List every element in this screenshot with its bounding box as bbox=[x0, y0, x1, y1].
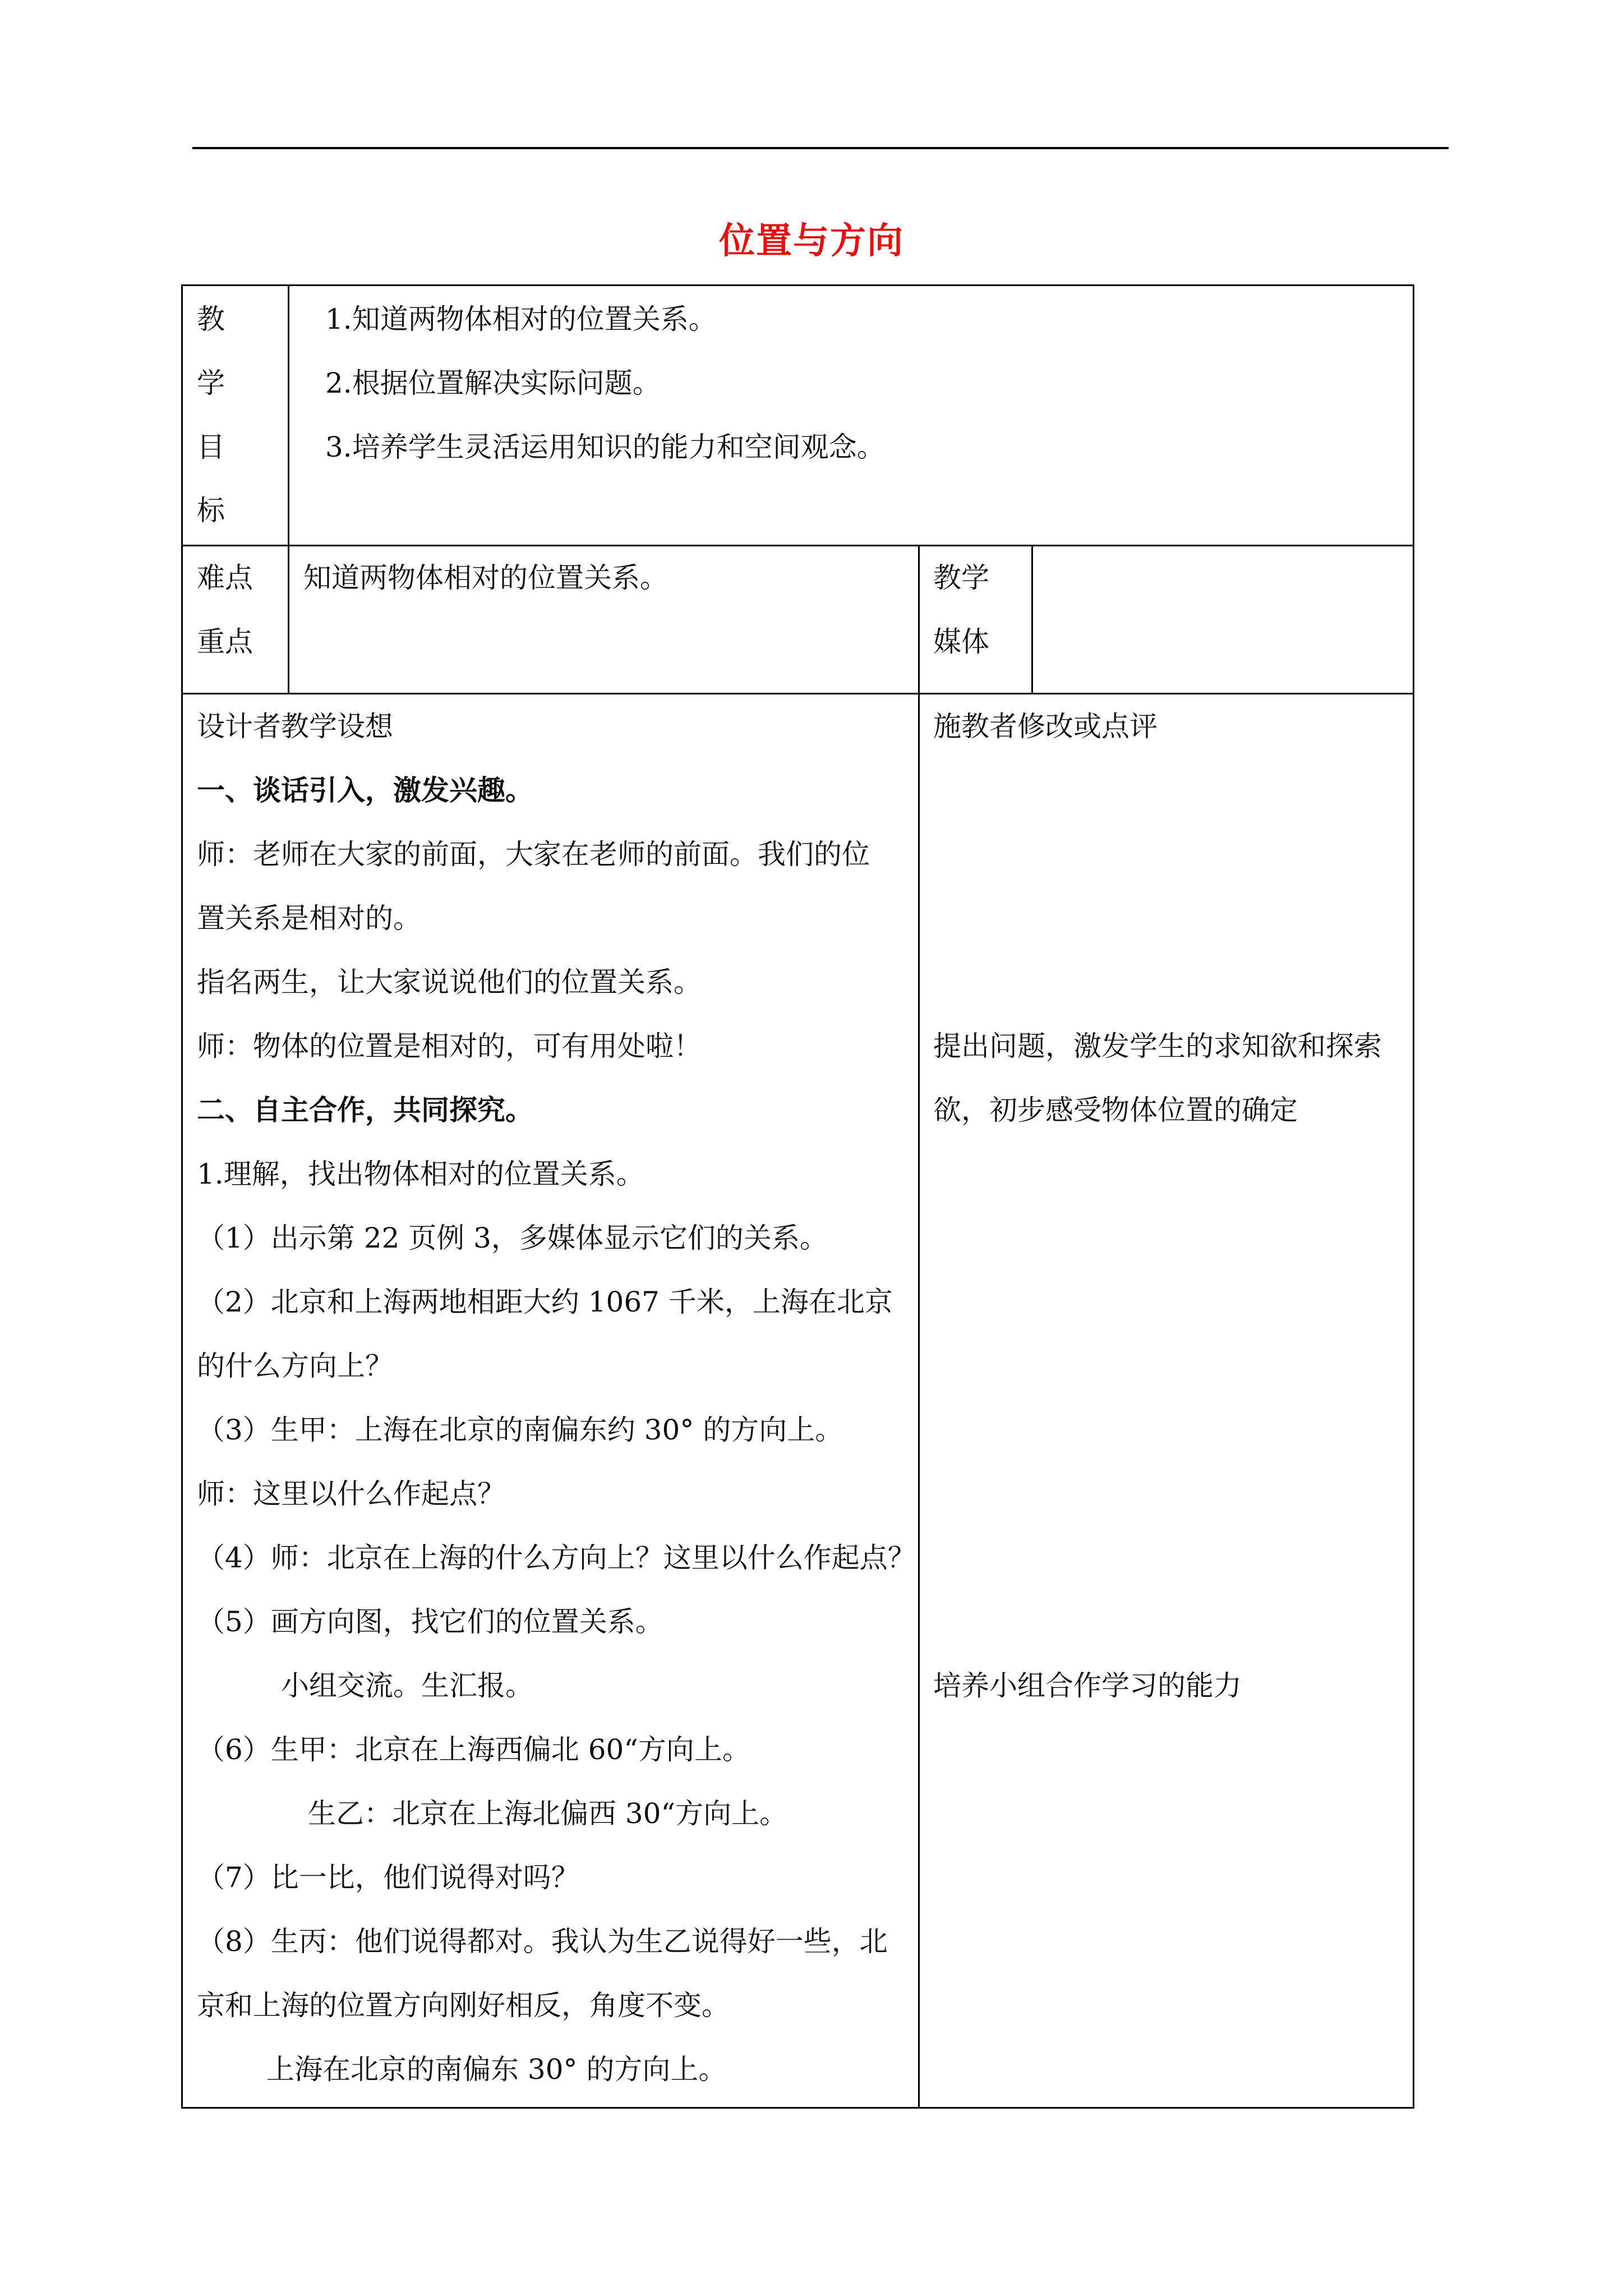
section-heading: 二、自主合作，共同探究。 bbox=[197, 1093, 533, 1126]
design-line: 的什么方向上？ bbox=[197, 1350, 393, 1382]
comment-note: 提出问题，激发学生的求知欲和探索 bbox=[933, 1030, 1382, 1062]
media-label-line: 教学 bbox=[933, 562, 989, 594]
goals-label-char: 学 bbox=[197, 367, 225, 399]
goals-label-char: 教 bbox=[197, 303, 225, 335]
design-line: （6）生甲：北京在上海西偏北 60“方向上。 bbox=[197, 1733, 750, 1766]
design-line: 小组交流。生汇报。 bbox=[281, 1669, 533, 1702]
design-line: （7）比一比，他们说得对吗？ bbox=[197, 1861, 579, 1894]
middle-column-divider bbox=[918, 545, 920, 2109]
goal-item: 1.知道两物体相对的位置关系。 bbox=[325, 303, 717, 335]
media-label-divider bbox=[1031, 545, 1033, 694]
focus-text: 知道两物体相对的位置关系。 bbox=[303, 562, 668, 594]
design-line: 上海在北京的南偏东 30° 的方向上。 bbox=[266, 2053, 727, 2086]
table-border-bottom bbox=[181, 2107, 1414, 2109]
table-border-right bbox=[1413, 284, 1414, 2109]
design-line: （4）师：北京在上海的什么方向上？这里以什么作起点？ bbox=[197, 1542, 916, 1574]
row-divider-1 bbox=[181, 545, 1414, 546]
design-line: 京和上海的位置方向刚好相反，角度不变。 bbox=[197, 1989, 730, 2022]
section-heading: 一、谈话引入，激发兴趣。 bbox=[197, 774, 533, 807]
goal-item: 2.根据位置解决实际问题。 bbox=[325, 367, 661, 399]
focus-label-line: 难点 bbox=[197, 562, 253, 594]
focus-label-line: 重点 bbox=[197, 625, 253, 658]
design-line: （2）北京和上海两地相距大约 1067 千米，上海在北京 bbox=[197, 1286, 893, 1318]
design-header: 设计者教学设想 bbox=[197, 710, 393, 743]
comments-header: 施教者修改或点评 bbox=[933, 710, 1158, 743]
design-line: 置关系是相对的。 bbox=[197, 902, 421, 935]
design-line: （3）生甲：上海在北京的南偏东约 30° 的方向上。 bbox=[197, 1414, 843, 1446]
design-line: 生乙：北京在上海北偏西 30“方向上。 bbox=[308, 1797, 788, 1830]
design-line: 师：这里以什么作起点？ bbox=[197, 1478, 505, 1510]
goal-item: 3.培养学生灵活运用知识的能力和空间观念。 bbox=[325, 431, 885, 463]
design-line: （8）生丙：他们说得都对。我认为生乙说得好一些，北 bbox=[197, 1925, 888, 1958]
comment-note: 欲，初步感受物体位置的确定 bbox=[933, 1094, 1298, 1126]
row-divider-2 bbox=[181, 693, 1414, 694]
page-title: 位置与方向 bbox=[719, 220, 904, 262]
header-rule bbox=[192, 147, 1449, 149]
table-border-top bbox=[181, 284, 1414, 286]
table-border-left bbox=[181, 284, 183, 2109]
media-label-line: 媒体 bbox=[933, 625, 989, 658]
design-line: 师：物体的位置是相对的，可有用处啦！ bbox=[197, 1030, 702, 1062]
design-line: 师：老师在大家的前面，大家在老师的前面。我们的位 bbox=[197, 838, 870, 871]
design-line: （5）画方向图，找它们的位置关系。 bbox=[197, 1605, 663, 1638]
design-line: （1）出示第 22 页例 3，多媒体显示它们的关系。 bbox=[197, 1222, 828, 1254]
comment-note: 培养小组合作学习的能力 bbox=[933, 1669, 1242, 1702]
design-line: 1.理解，找出物体相对的位置关系。 bbox=[197, 1158, 644, 1190]
goals-label-divider bbox=[288, 284, 289, 694]
design-line: 指名两生，让大家说说他们的位置关系。 bbox=[197, 966, 702, 999]
goals-label-char: 目 bbox=[197, 431, 225, 463]
goals-label-char: 标 bbox=[197, 494, 225, 527]
